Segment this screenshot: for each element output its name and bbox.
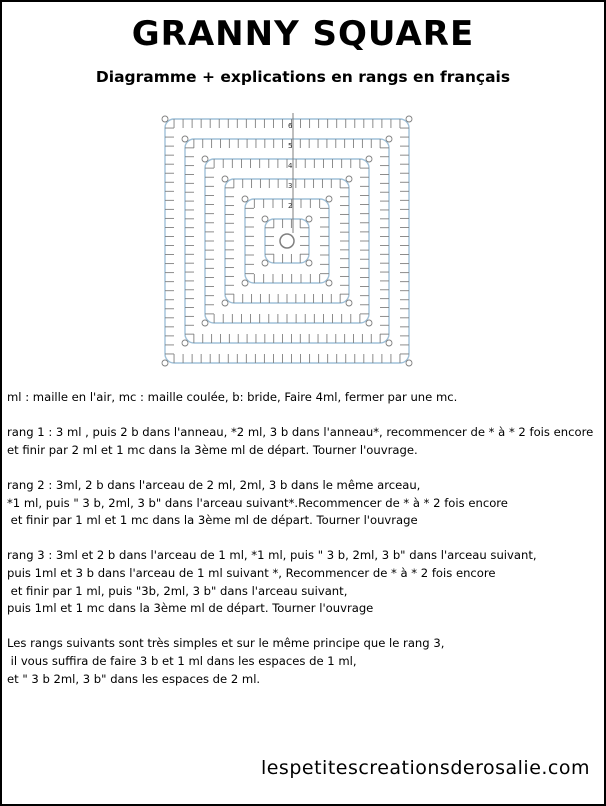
crochet-diagram [156,108,418,374]
rang3-line4: puis 1ml et 1 mc dans la 3ème ml de départ. Tourner l'ouvrage [7,601,374,616]
round-label-4: 4 [288,162,293,170]
footer-site: lespetitescreationsderosalie.com [260,757,590,779]
round-outline [265,219,309,263]
round-3 [222,176,352,306]
corner-chain [366,156,372,162]
page-title: GRANNY SQUARE [131,14,475,54]
round-1 [262,216,312,266]
rang3-line2: puis 1ml et 3 b dans l'arceau de 1 ml suivant *, Recommencer de * à * 2 fois encore [7,565,496,580]
suivants-line3: et " 3 b 2ml, 3 b" dans les espaces de 2 ml. [7,671,261,686]
rang2-line2: *1 ml, puis " 3 b, 2ml, 3 b" dans l'arceau suivant*.Recommencer de * à * 2 fois encore [7,495,508,510]
corner-chain [202,320,208,326]
round-outline [185,139,389,343]
rang1-line2: et finir par 2 ml et 1 mc dans la 3ème ml de départ. Tourner l'ouvrage. [7,442,418,457]
round-2 [242,196,332,286]
corner-chain [222,176,228,182]
round-outline [225,179,349,303]
center-ring [280,234,294,248]
suivants-line1: Les rangs suivants sont très simples et sur le même principe que le rang 3, [7,636,445,651]
corner-chain [406,116,412,122]
diagram-round-labels [288,122,293,210]
corner-chain [346,176,352,182]
corner-chain [262,260,268,266]
corner-chain [386,136,392,142]
rang1-line1: rang 1 : 3 ml , puis 2 b dans l'anneau, *2 ml, 3 b dans l'anneau*, recommencer de * à * 2 fois encore [7,425,594,440]
round-label-3: 3 [288,182,293,190]
rang3-line3: et finir par 1 ml, puis "3b, 2ml, 3 b" dans l'arceau suivant, [7,583,348,598]
corner-chain [182,136,188,142]
corner-chain [242,280,248,286]
round-6 [162,116,412,366]
diagram-rings [162,113,412,366]
corner-chain [262,216,268,222]
round-outline [245,199,329,283]
round-outline [165,119,409,363]
legend-line: ml : maille en l'air, mc : maille coulée, b: bride, Faire 4ml, fermer par une mc. [7,390,458,404]
rang2-line1: rang 2 : 3ml, 2 b dans l'arceau de 2 ml, 2ml, 3 b dans le même arceau, [7,477,421,492]
corner-chain [162,360,168,366]
corner-chain [326,196,332,202]
corner-chain [326,280,332,286]
corner-chain [386,340,392,346]
corner-chain [406,360,412,366]
rang3-line1: rang 3 : 3ml et 2 b dans l'arceau de 1 ml, *1 ml, puis " 3 b, 2ml, 3 b" dans l'arceau suivant, [7,548,537,563]
corner-chain [306,260,312,266]
instructions [7,389,599,688]
round-label-5: 5 [288,142,293,150]
corner-chain [306,216,312,222]
corner-chain [346,300,352,306]
round-label-2: 2 [288,202,293,210]
corner-chain [182,340,188,346]
corner-chain [162,116,168,122]
corner-chain [242,196,248,202]
corner-chain [222,300,228,306]
rang2-line3: et finir par 1 ml et 1 mc dans la 3ème ml de départ. Tourner l'ouvrage [7,513,418,528]
page-subtitle: Diagramme + explications en rangs en français [95,68,511,86]
round-label-6: 6 [288,122,293,130]
corner-chain [202,156,208,162]
corner-chain [366,320,372,326]
suivants-line2: il vous suffira de faire 3 b et 1 ml dans les espaces de 1 ml, [7,653,357,668]
